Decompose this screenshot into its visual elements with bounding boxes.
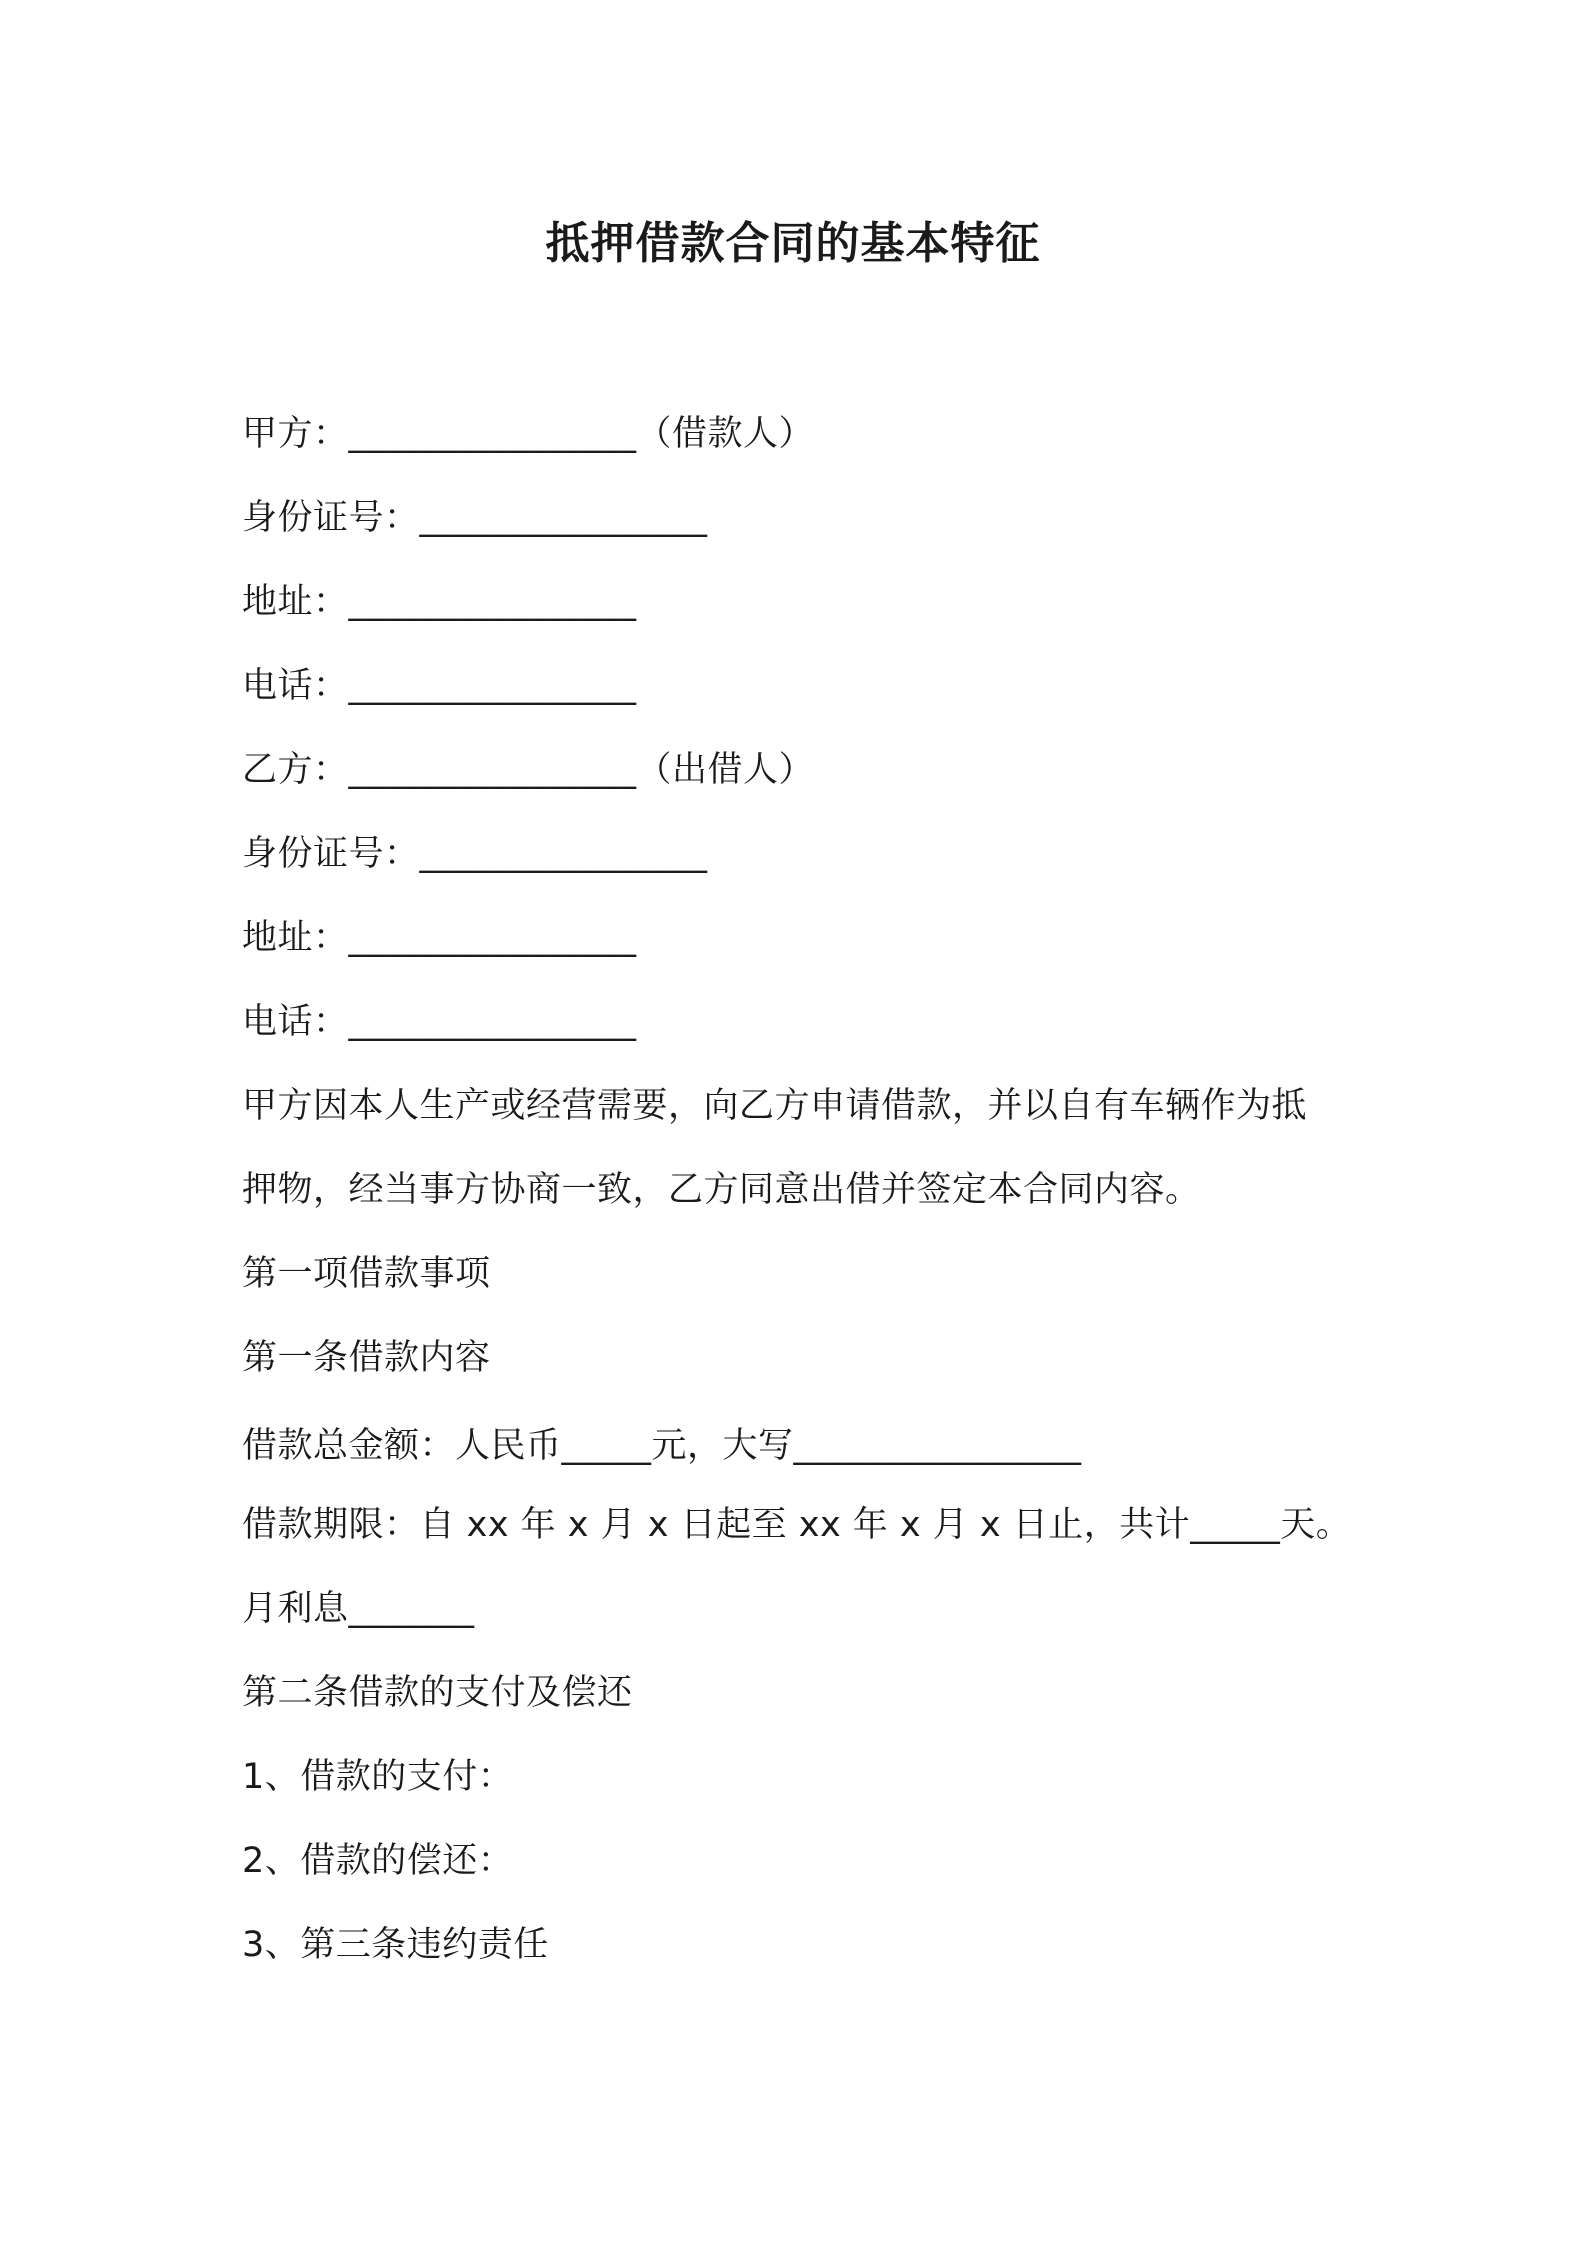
loan-term-line: 借款期限：自 xx 年 x 月 x 日起至 xx 年 x 月 x 日止，共计_____天。	[242, 1505, 1352, 1545]
document-title: 抵押借款合同的基本特征	[545, 218, 1041, 269]
preamble-line-2: 押物，经当事方协商一致，乙方同意出借并签定本合同内容。	[242, 1170, 1201, 1210]
payment-item-3: 3、第三条违约责任	[242, 1925, 549, 1965]
payment-item-1: 1、借款的支付：	[242, 1757, 514, 1797]
monthly-interest-line: 月利息_______	[242, 1589, 475, 1629]
party-a-phone-line: 电话：________________	[242, 666, 637, 706]
loan-amount-line: 借款总金额：人民币_____元，大写________________	[242, 1426, 1082, 1466]
section-heading: 第一项借款事项	[242, 1254, 491, 1294]
party-a-line: 甲方：________________（借款人）	[242, 414, 815, 454]
party-a-address-line: 地址：________________	[242, 582, 637, 622]
party-a-id-line: 身份证号：________________	[242, 498, 708, 538]
article-2-heading: 第二条借款的支付及偿还	[242, 1673, 633, 1713]
preamble-line-1: 甲方因本人生产或经营需要，向乙方申请借款，并以自有车辆作为抵	[242, 1086, 1308, 1126]
party-b-phone-line: 电话：________________	[242, 1002, 637, 1042]
party-b-id-line: 身份证号：________________	[242, 834, 708, 874]
payment-item-2: 2、借款的偿还：	[242, 1841, 514, 1881]
party-b-line: 乙方：________________（出借人）	[242, 750, 815, 790]
party-b-address-line: 地址：________________	[242, 918, 637, 958]
article-1-heading: 第一条借款内容	[242, 1338, 491, 1378]
